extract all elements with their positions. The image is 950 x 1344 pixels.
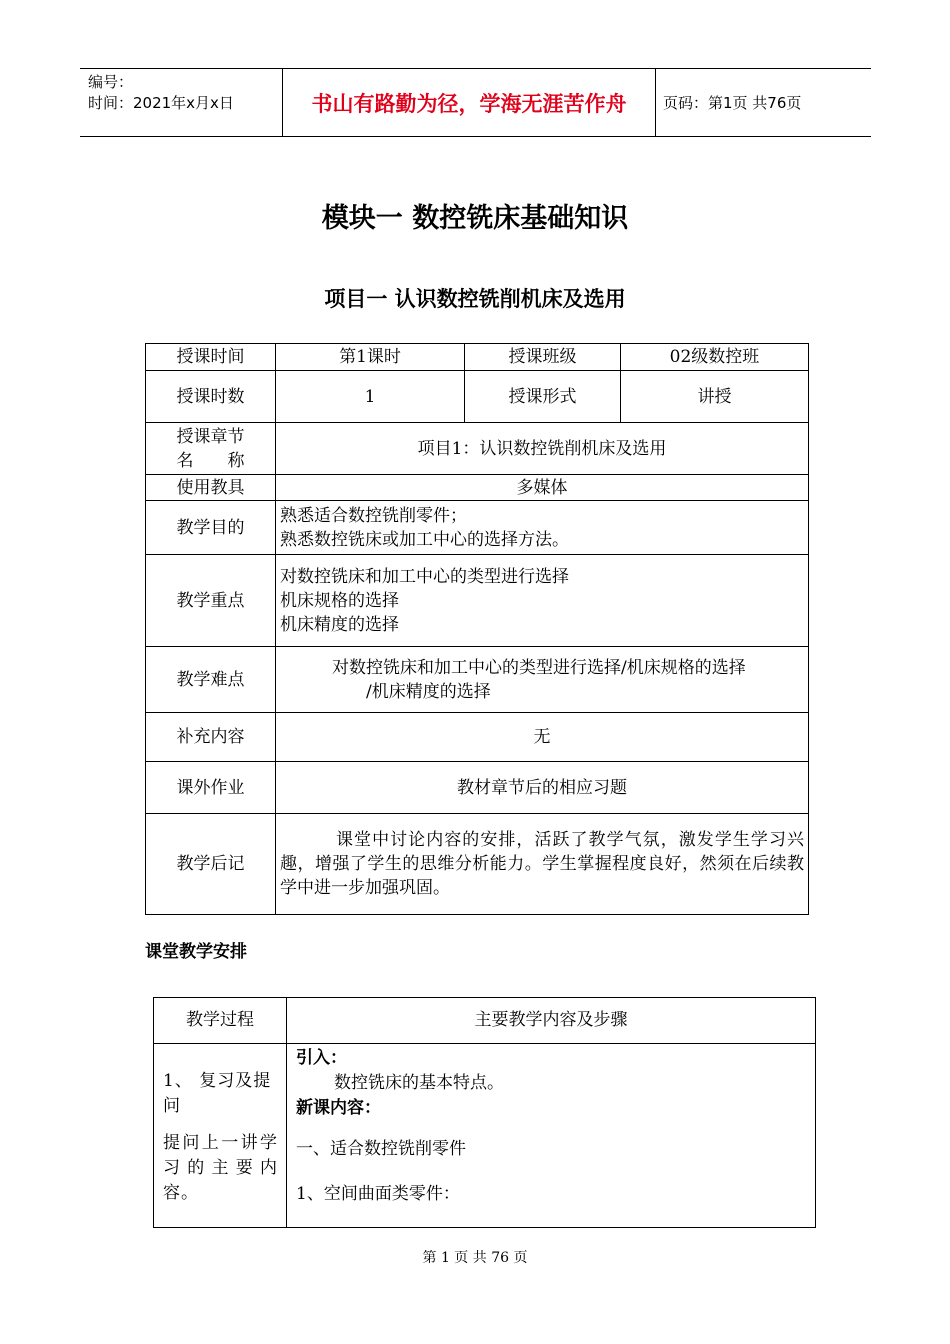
header-motto: 书山有路勤为径，学海无涯苦作舟 [311,90,627,116]
form-value-cell: 讲授 [621,371,809,423]
focus-line: 对数控铣床和加工中心的类型进行选择 [280,566,569,587]
goal-label-cell: 教学目的 [146,501,276,555]
table-row [146,762,809,814]
class-plan-table [153,997,816,1228]
content-cell [287,1044,816,1228]
table-row [146,647,809,713]
table-row [146,344,809,371]
hours-value-cell: 1 [276,371,465,423]
table-row [146,501,809,555]
table-row [146,555,809,647]
tools-label-cell: 使用教具 [146,475,276,501]
time-label-cell: 授课时间 [146,344,276,371]
table-row [146,713,809,762]
project-title: 项目一 认识数控铣削机床及选用 [324,287,626,311]
supplement-value-cell: 无 [276,713,809,762]
difficulty-line: 对数控铣床和加工中心的类型进行选择/机床规格的选择 [332,657,746,678]
header-page-info: 页码：第1页 共76页 [663,94,802,112]
reflection-label-cell: 教学后记 [146,814,276,915]
page-footer: 第 1 页 共 76 页 [422,1250,528,1266]
form-label-cell: 授课形式 [465,371,621,423]
focus-line: 机床规格的选择 [280,590,399,611]
section-title: 课堂教学安排 [145,942,247,962]
time-value-cell: 第1课时 [276,344,465,371]
process-cell [154,1044,287,1228]
intro-label: 引入： [296,1048,347,1068]
homework-label-cell: 课外作业 [146,762,276,814]
new-content-label: 新课内容： [296,1098,381,1118]
step-title: 1、 复习及提问 [163,1071,272,1116]
step-description: 提问上一讲学习的主要内容。 [163,1133,278,1203]
col-header-content: 主要教学内容及步骤 [287,998,816,1044]
lesson-info-table [145,343,809,915]
intro-text: 数控铣床的基本特点。 [334,1073,504,1093]
module-title: 模块一 数控铣床基础知识 [321,203,629,234]
tools-value-cell: 多媒体 [276,475,809,501]
header-bottom-rule [80,136,871,137]
chapter-label-cell [146,423,276,475]
goal-line: 熟悉数控铣床或加工中心的选择方法。 [280,529,569,550]
table-row [146,475,809,501]
header-divider-right [655,69,656,136]
difficulty-value-cell [276,647,809,713]
focus-line: 机床精度的选择 [280,614,399,635]
table-row [146,814,809,915]
homework-value-cell: 教材章节后的相应习题 [276,762,809,814]
hours-label-cell: 授课时数 [146,371,276,423]
reflection-value-cell: 课堂中讨论内容的安排，活跃了教学气氛，激发学生学习兴趣，增强了学生的思维分析能力。学生掌握程度良好，然须在后续教学中进一步加强巩固。 [276,814,809,915]
focus-label-cell: 教学重点 [146,555,276,647]
class-label-cell: 授课班级 [465,344,621,371]
table-row [146,371,809,423]
class-value-cell: 02级数控班 [621,344,809,371]
content-item: 一、适合数控铣削零件 [296,1139,466,1159]
header-meta [88,72,234,114]
number-label: 编号： [88,73,134,91]
col-header-process: 教学过程 [154,998,287,1044]
chapter-label-line-1: 授课章节 [176,426,245,447]
content-subitem: 1、空间曲面类零件： [296,1184,460,1204]
chapter-value-cell: 项目1：认识数控铣削机床及选用 [276,423,809,475]
supplement-label-cell: 补充内容 [146,713,276,762]
goal-line: 熟悉适合数控铣削零件； [280,505,467,526]
table-row [154,998,816,1044]
time-label: 时间：2021年x月x日 [88,94,234,112]
chapter-label-line-2: 名 称 [176,450,245,471]
difficulty-label-cell: 教学难点 [146,647,276,713]
table-row [154,1044,816,1228]
goal-value-cell [276,501,809,555]
focus-value-cell [276,555,809,647]
table-row [146,423,809,475]
difficulty-line: /机床精度的选择 [366,681,491,702]
